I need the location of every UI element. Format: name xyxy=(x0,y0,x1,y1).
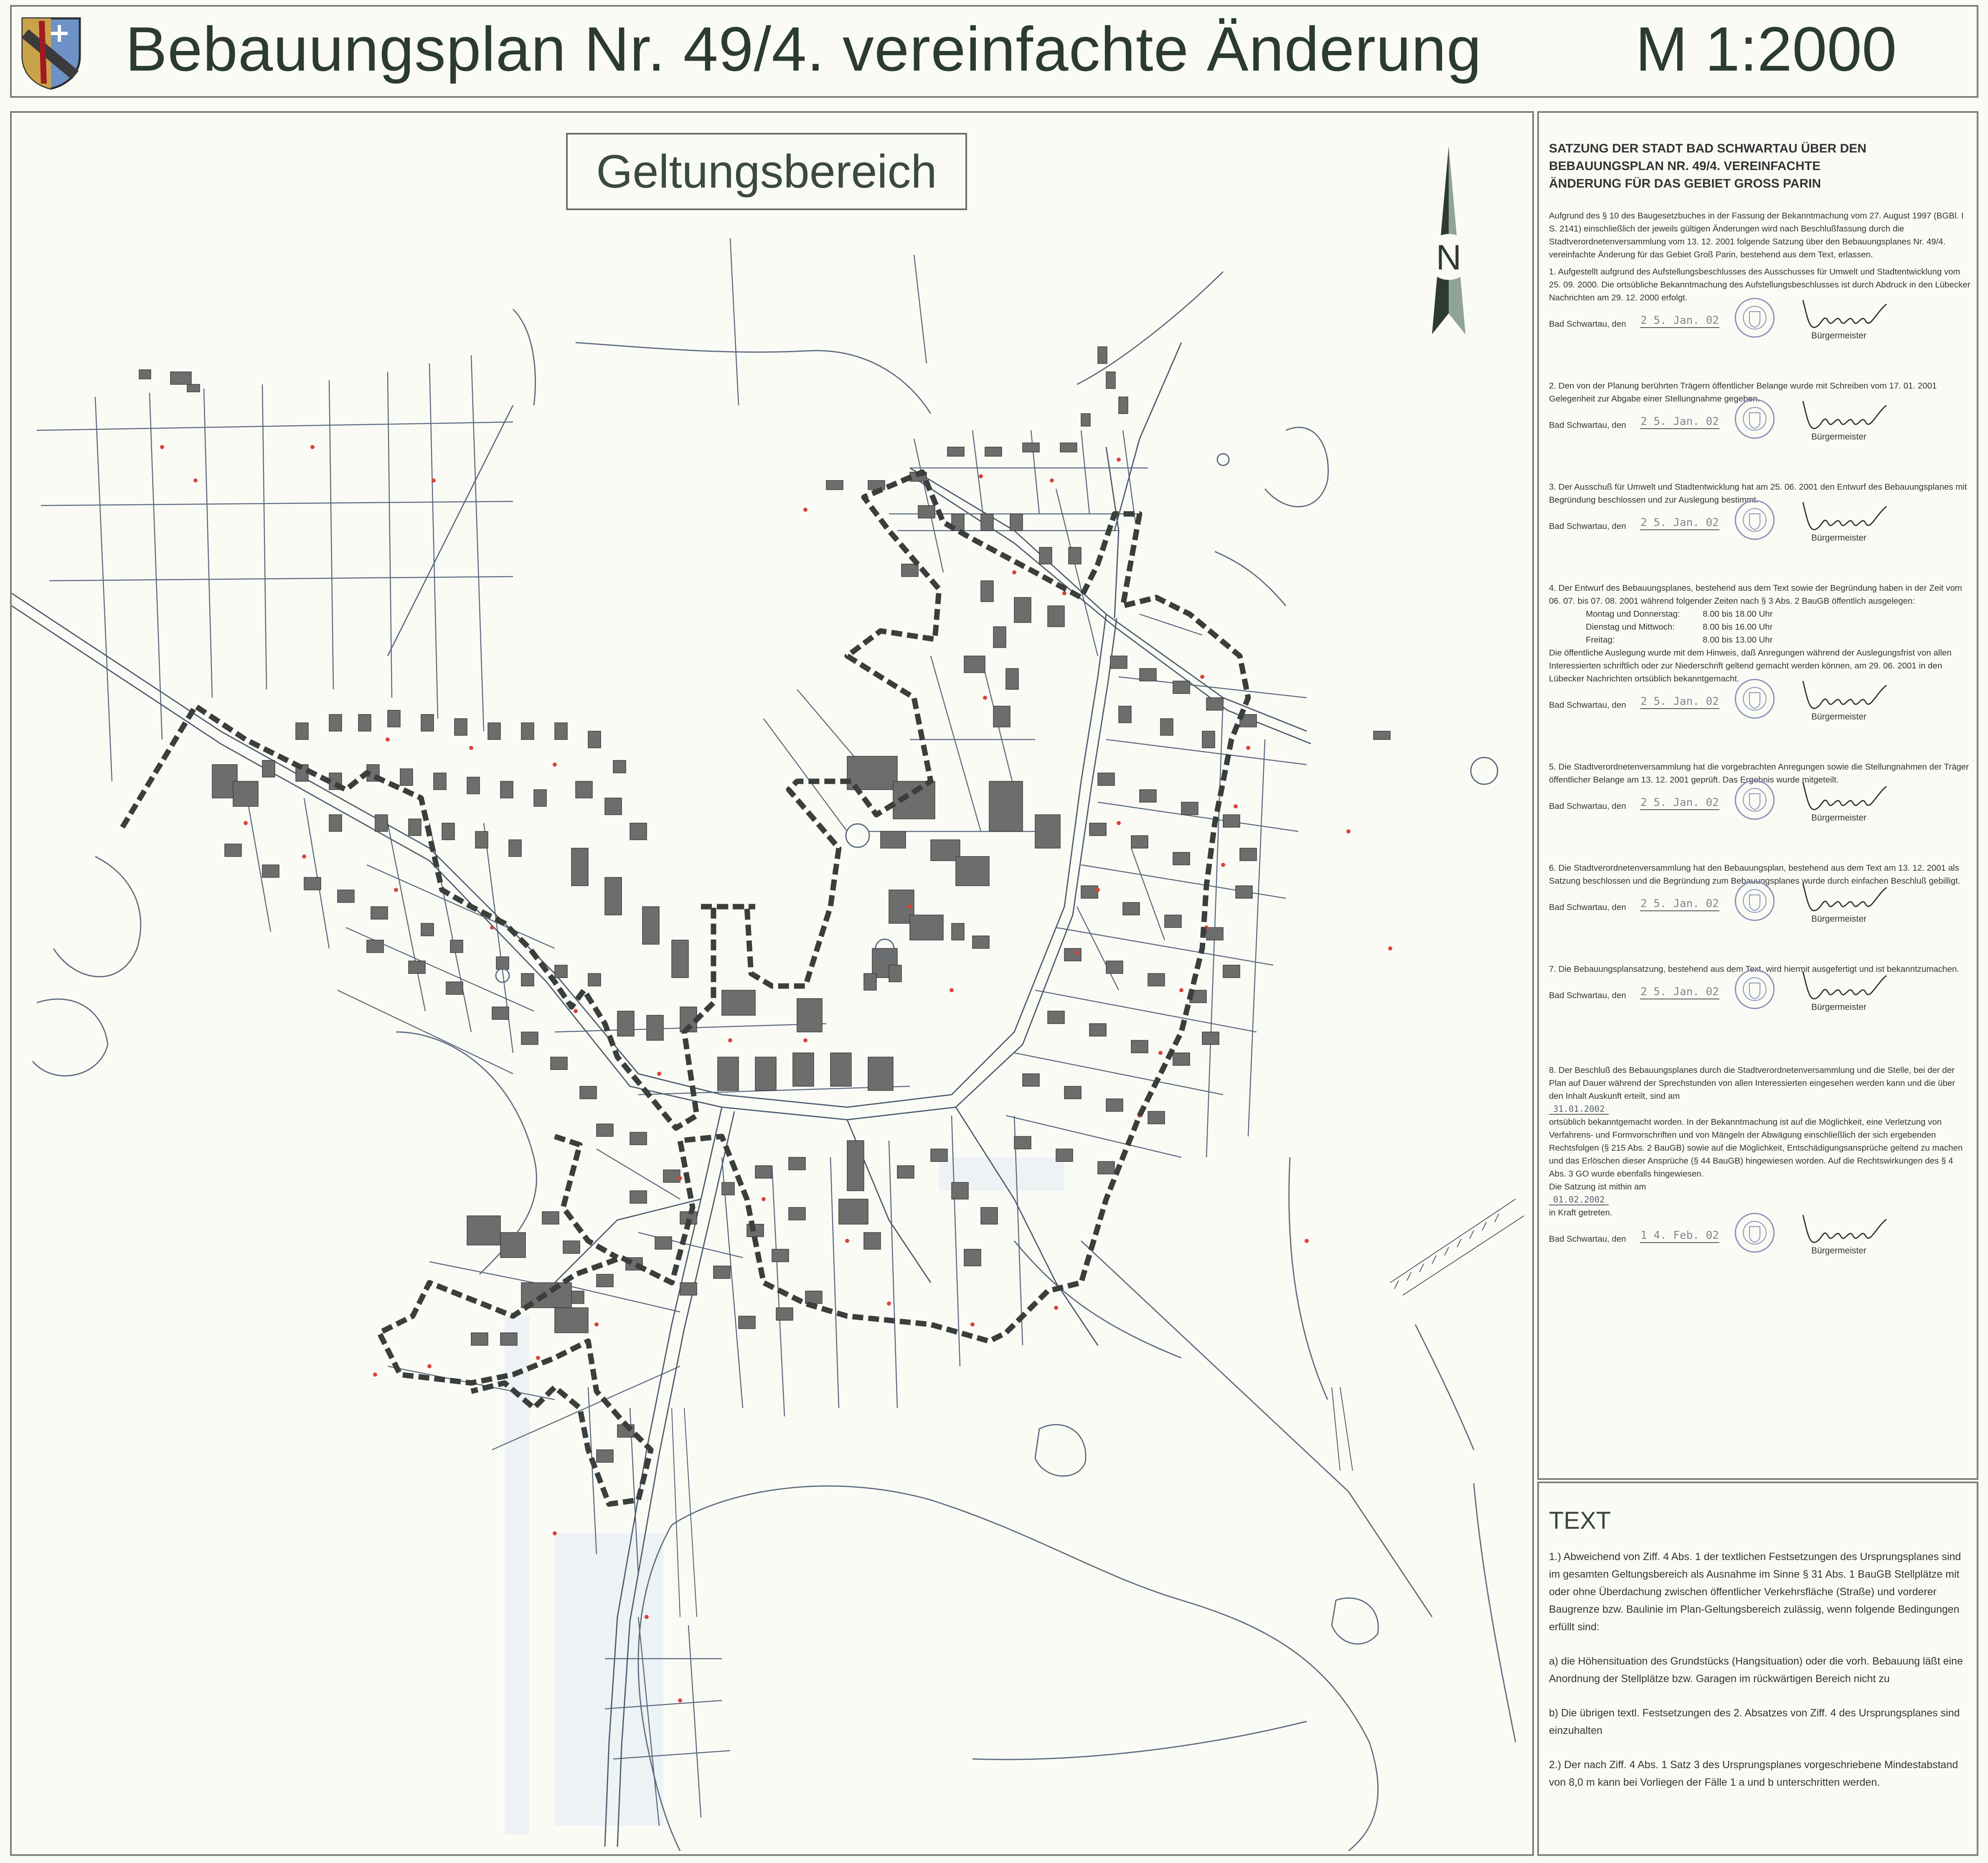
signature-row: Bad Schwartau, den 2 5. Jan. 02 Bürgermeister xyxy=(1549,409,1971,472)
step-4-date: 2 5. Jan. 02 xyxy=(1640,695,1719,709)
satzung-panel xyxy=(1549,140,1971,1294)
north-label: N xyxy=(1436,238,1462,277)
coat-of-arms-icon xyxy=(21,17,81,90)
step-2-text: 2. Den von der Planung berührten Trägern öffentlicher Belange wurde mit Schreiben vom 17. 01. 2001 Gelegenheit zur Abgabe einer Stellungnahme gegeben. xyxy=(1549,381,1937,404)
step-2-date: 2 5. Jan. 02 xyxy=(1640,415,1719,429)
step-1-date: 2 5. Jan. 02 xyxy=(1640,314,1719,328)
signature-row: Bad Schwartau, den 2 5. Jan. 02 Bürgermeister xyxy=(1549,980,1971,1042)
official-seal-icon xyxy=(1733,778,1777,822)
text-paragraph: a) die Höhensituation des Grundstücks (Hangsituation) oder die vorh. Bebauung läßt eine Anordnung der Stellplätze bzw. Garagen im rückwärtigen Bereich nicht zu xyxy=(1549,1655,1963,1685)
step-5-date: 2 5. Jan. 02 xyxy=(1640,796,1719,810)
step-6-date: 2 5. Jan. 02 xyxy=(1640,897,1719,911)
official-seal-icon xyxy=(1733,1211,1777,1255)
parcel-boundaries xyxy=(37,238,1307,1826)
signature-row: Bad Schwartau, den 1 4. Feb. 02 Bürgermeister xyxy=(1549,1223,1971,1286)
text-paragraph: b) Die übrigen textl. Festsetzungen des 2. Absatzes von Ziff. 4 des Ursprungsplanes sind einzuhalten xyxy=(1549,1707,1960,1736)
signature-row: Bad Schwartau, den 2 5. Jan. 02 Bürgermeister xyxy=(1549,308,1971,371)
signature-row: Bad Schwartau, den 2 5. Jan. 02 Bürgermeister xyxy=(1549,511,1971,573)
cadastral-map[interactable] xyxy=(12,113,1532,1854)
satzung-title: SATZUNG DER STADT BAD SCHWARTAU ÜBER DEN BEBAUUNGSPLAN NR. 49/4. VEREINFACHTE ÄNDERUNG FÜR DAS GEBIET GROSS PARIN xyxy=(1549,142,1866,191)
official-seal-icon xyxy=(1733,879,1777,923)
planning-boundary-geltungsbereich xyxy=(122,472,1248,1504)
official-seal-icon xyxy=(1733,296,1777,340)
official-seal-icon xyxy=(1733,967,1777,1011)
step-3-date: 2 5. Jan. 02 xyxy=(1640,516,1719,530)
area-label-geltungsbereich: Geltungsbereich xyxy=(566,133,967,210)
signature-row: Bad Schwartau, den 2 5. Jan. 02 Bürgermeister xyxy=(1549,892,1971,954)
railway-embankment xyxy=(672,1199,1524,1617)
plan-title: Bebauungsplan Nr. 49/4. vereinfachte Änderung xyxy=(125,14,1482,84)
step-8-text: 8. Der Beschluß des Bebauungsplanes durch die Stadtverordnetenversammlung und die Stelle, bei der der Plan auf Dauer während der Sprechstunden von allen Interessierten eingesehen werden kann und die über den Inhalt Auskunft erteilt, sind am 31.01.2002 ortsüblich bekanntgemacht worden. In der Bekanntmachung ist auf die Möglichkeit, eine Verletzung von Verfahrens- und Formvorschriften und von Mängeln der Abwägung einschließlich der sich ergebenden Rechtsfolgen (§ 215 Abs. 2 BauGB) sowie auf die Möglichkeit, Entschädigungsansprüche geltend zu machen und das Erlöschen dieser Ansprüche (§ 44 BauGB) hingewiesen worden. Auf die Rechtswirkungen des § 4 Abs. 3 GO wurde ebenfalls hingewiesen. Die Satzung ist mithin am 01.02.2002 in Kraft getreten. xyxy=(1549,1065,1963,1217)
signature-row: Bad Schwartau, den 2 5. Jan. 02 Bürgermeister xyxy=(1549,689,1971,752)
official-seal-icon xyxy=(1733,498,1777,542)
satzung-intro: Aufgrund des § 10 des Baugesetzbuches in der Fassung der Bekanntmachung vom 27. August 1997 (BGBl. I S. 2141) einschließlich der jeweils gültigen Änderungen wird nach Beschlußfassung durch die Stadtverordnetenversammlung vom 13. 12. 2001 folgende Satzung über den Bebauungsplanes Nr. 49/4. vereinfachte Änderung für das Gebiet Groß Parin, bestehend aus dem Text, erlassen. xyxy=(1549,211,1964,259)
text-section xyxy=(1549,1506,1967,1808)
text-heading: TEXT xyxy=(1549,1507,1611,1534)
step-1-text: 1. Aufgestellt aufgrund des Aufstellungsbeschlusses des Ausschusses für Umwelt und Stadtentwicklung vom 25. 09. 2000. Die ortsübliche Bekanntmachung des Aufstellungsbeschlusses ist durch Abdruck in den Lübecker Nachrichten am 29. 12. 2000 erfolgt. xyxy=(1549,267,1970,302)
opening-hours: Montag und Donnerstag: 8.00 bis 18.00 Uhr Dienstag und Mittwoch: 8.00 bis 16.00 Uhr Freitag: 8.00 bis 13.00 Uhr xyxy=(1586,609,1773,645)
step-8-date: 1 4. Feb. 02 xyxy=(1640,1229,1719,1243)
text-paragraph: 1.) Abweichend von Ziff. 4 Abs. 1 der textlichen Festsetzungen des Ursprungsplanes sind im gesamten Geltungsbereich als Ausnahme im Sinne § 31 Abs. 1 BauGB Stellplätze mit oder ohne Überdachung zwischen öffentlicher Verkehrsfläche (Straße) und vorderer Baugrenze bzw. Baulinie im Plan-Geltungsbereich zulässig, wenn folgende Bedingungen erfüllt sind: xyxy=(1549,1551,1961,1633)
official-seal-icon xyxy=(1733,397,1777,441)
step-8-publication-date: 31.01.2002 xyxy=(1549,1104,1609,1115)
step-8-effective-date: 01.02.2002 xyxy=(1549,1195,1609,1205)
step-4-text: 4. Der Entwurf des Bebauungsplanes, bestehend aus dem Text sowie der Begründung haben in der Zeit vom 06. 07. bis 07. 08. 2001 während folgender Zeiten nach § 3 Abs. 2 BauGB öffentlich ausgelegen: xyxy=(1549,583,1962,606)
step-5-text: 5. Die Stadtverordnetenversammlung hat die vorgebrachten Anregungen sowie die Stellungnahmen der Träger öffentlicher Belange am 13. 12. 2001 geprüft. Das Ergebnis wurde mitgeteilt. xyxy=(1549,762,1969,785)
plan-scale: M 1:2000 xyxy=(1635,14,1897,84)
signature-row: Bad Schwartau, den 2 5. Jan. 02 Bürgermeister xyxy=(1549,790,1971,853)
text-paragraph: 2.) Der nach Ziff. 4 Abs. 1 Satz 3 des Ursprungsplanes vorgeschriebene Mindestabstand von 8,0 m kann bei Vorliegen der Fälle 1 a und b unterschritten werden. xyxy=(1549,1759,1958,1788)
step-7-date: 2 5. Jan. 02 xyxy=(1640,986,1719,999)
step-6-text: 6. Die Stadtverordnetenversammlung hat den Bebauungsplan, bestehend aus dem Text am 13. 12. 2001 als Satzung beschlossen und die Begründung zum Bebauungsplanes wurde durch einfachen Beschluß gebilligt. xyxy=(1549,863,1960,886)
step-3-text: 3. Der Ausschuß für Umwelt und Stadtentwicklung hat am 25. 06. 2001 den Entwurf des Bebauungsplanes mit Begründung beschlossen und zur Auslegung bestimmt. xyxy=(1549,482,1967,505)
step-7-text: 7. Die Bebauungsplansatzung, bestehend aus dem Text, wird hiermit ausgefertigt und ist bekanntzumachen. xyxy=(1549,964,1959,974)
official-seal-icon xyxy=(1733,677,1777,721)
step-4-notice: Die öffentliche Auslegung wurde mit dem Hinweis, daß Anregungen während der Auslegungsfrist von allen Interessierten schriftlich oder zur Niederschrift geltend gemacht werden können, am 29. 06. 2001 in den Lübecker Nachrichten ortsüblich bekanntgemacht. xyxy=(1549,648,1952,684)
